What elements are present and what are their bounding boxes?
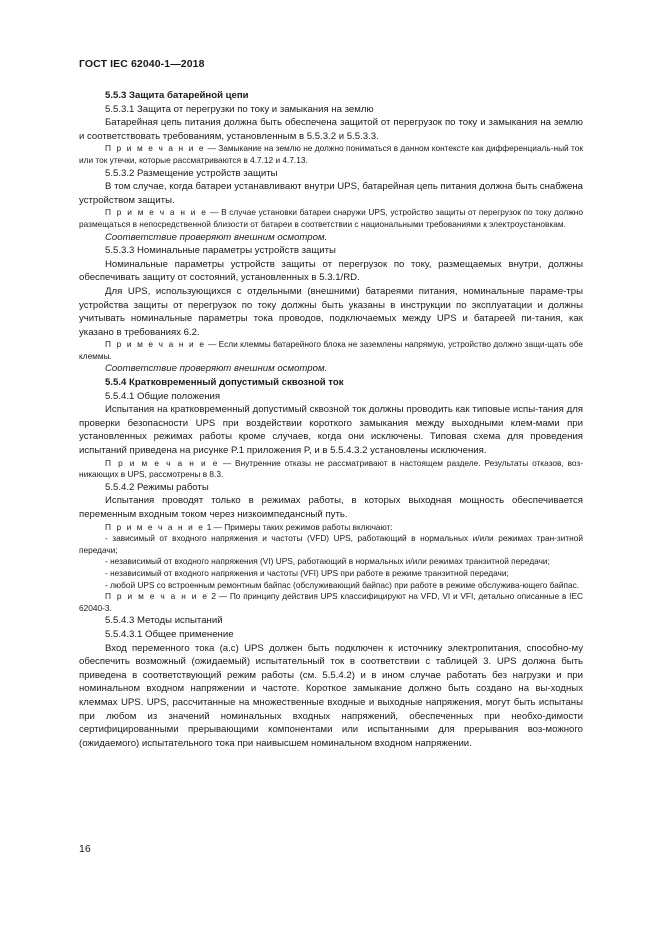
note (79, 143, 583, 166)
section-5-5-3-title: 5.5.3 Защита батарейной цепи (105, 90, 249, 101)
note-label: П р и м е ч а н и е (105, 143, 206, 154)
paragraph: Испытания проводят только в режимах работы, в которых выходная мощность обеспечивается переменным входным током через низкоимпедансный путь. (79, 495, 583, 520)
note (79, 339, 583, 362)
note-text: — В случае установки батареи снаружи UPS, устройство защиты от перегрузок по току должно размещаться в непосредственной близости от батареи в соответствии с национальными требованиями к электроустановкам. (79, 207, 583, 229)
document-body (79, 89, 583, 750)
note-label: П р и м е ч а н и е (105, 591, 209, 602)
note-list-item: - любой UPS со встроенным ремонтным байпас (обслуживающий байпас) при работе в режиме обслужива-ющего байпас. (105, 579, 580, 590)
note (79, 207, 583, 230)
paragraph: Для UPS, использующихся с отдельными (внешними) батареями питания, номинальные параме-тры устройства защиты от перегрузок по току должны быть указаны в инструкции по эксплуатации и должны учитывать номинальные параметры тока проводов, подключаемых между UPS и батареей пи-тания, как указано в требованиях 6.2. (79, 285, 583, 338)
note-label: П р и м е ч а н и е (105, 339, 206, 350)
note (79, 591, 583, 614)
section-5-5-4-2-title: 5.5.4.2 Режимы работы (105, 481, 209, 493)
note-text: — Замыкание на землю не должно пониматься в данном контексте как дифференциаль-ный ток или ток утечки, которые рассматриваются в 4.7.12 и 4.7.13. (79, 143, 583, 165)
note-text: — Внутренние отказы не рассматривают в настоящем разделе. Результаты отказов, воз-никающих в UPS, рассмотрены в 8.3. (79, 457, 583, 480)
paragraph: Испытания на кратковременный допустимый сквозной ток должны проводить как типовые испы-тания для проверки безопасности UPS при воздействии короткого замыкания между выходными клем-мами при установленных режимах работы кроме случаев, когда они исключены. Типовая схема для проведения испытаний приведена на рисунке P.1 приложения P, и в 5.5.4.3.2 установлены исключения. (79, 404, 583, 457)
section-5-5-3-3-title: 5.5.3.3 Номинальные параметры устройств защиты (105, 245, 336, 257)
section-5-5-4-3-title: 5.5.4.3 Методы испытаний (105, 615, 223, 627)
section-5-5-4-title: 5.5.4 Кратковременный допустимый сквозной ток (105, 377, 344, 389)
note-label: П р и м е ч а н и е (105, 521, 205, 532)
page-number: 16 (79, 843, 91, 855)
note-list-item: - независимый от входного напряжения (VI) UPS, работающий в нормальных и/или режимах транзитной передачи; (105, 556, 550, 567)
paragraph: Номинальные параметры устройств защиты от перегрузок по току, размещаемых внутри, должны обеспечивать защиту от состояний, установленных в 5.3.1/RD. (79, 258, 583, 284)
note-list-item: - независимый от входного напряжения и частоты (VFI) UPS при работе в режиме транзитной передачи; (105, 567, 509, 578)
paragraph: Батарейная цепь питания должна быть обеспечена защитой от перегрузок по току и замыкания на землю и соответствовать требованиям, установленным в 5.5.3.2 и 5.5.3.3. (79, 117, 583, 142)
note (79, 522, 583, 534)
note (79, 458, 583, 481)
section-5-5-3-1-title: 5.5.3.1 Защита от перегрузки по току и замыкания на землю (105, 103, 374, 115)
note-label: П р и м е ч а н и е (105, 207, 208, 218)
paragraph: Вход переменного тока (a.c) UPS должен быть подключен к источнику электропитания, способно-му обеспечить возможный (ожидаемый) испытательный ток в соответствии с таблицей 3. UPS должна быть приведена в соответствующий режим работы (см. 5.5.4.2) и в ином случае работать без нагрузки и при номинальном входном напряжении и частоте. Короткое замыкание должно быть создано на вы-ходных клеммах UPS. UPS, рассчитанные на множественные входные и выходные напряжения, могут быть испытаны при любом из значений номинальных входных напряжений, обеспеченных при необхо-димости сертифицированными прерывающими компонентами или испытанными для прерывания воз-можного (ожидаемого) испытательного тока при наивысшем номинальном входном напряжении. (79, 642, 583, 749)
note-text: 1 — Примеры таких режимов работы включают: (204, 521, 393, 532)
compliance-statement: Соответствие проверяют внешним осмотром. (105, 363, 328, 375)
note-list-item: - зависимый от входного напряжения и частоты (VFD) UPS, работающий в нормальных и/или режимах тран-зитной передачи; (79, 533, 583, 555)
compliance-statement: Соответствие проверяют внешним осмотром. (105, 231, 328, 243)
section-5-5-4-3-1-title: 5.5.4.3.1 Общее применение (105, 628, 234, 640)
note-text: 2 — По принципу действия UPS классифицируют на VFD, VI и VFI, детально описанные в IEC 62040-3. (79, 591, 583, 613)
paragraph: В том случае, когда батареи устанавливают внутри UPS, батарейная цепь питания должна быть снабжена устройством защиты. (79, 181, 583, 206)
section-5-5-3-2-title: 5.5.3.2 Размещение устройств защиты (105, 167, 278, 179)
section-5-5-4-1-title: 5.5.4.1 Общие положения (105, 390, 221, 402)
document-header: ГОСТ IEC 62040-1—2018 (79, 58, 205, 70)
note-label: П р и м е ч а н и е (105, 457, 219, 468)
note-text: — Если клеммы батарейного блока не заземлены напрямую, устройство должно защи-щать обе клеммы. (79, 339, 583, 361)
